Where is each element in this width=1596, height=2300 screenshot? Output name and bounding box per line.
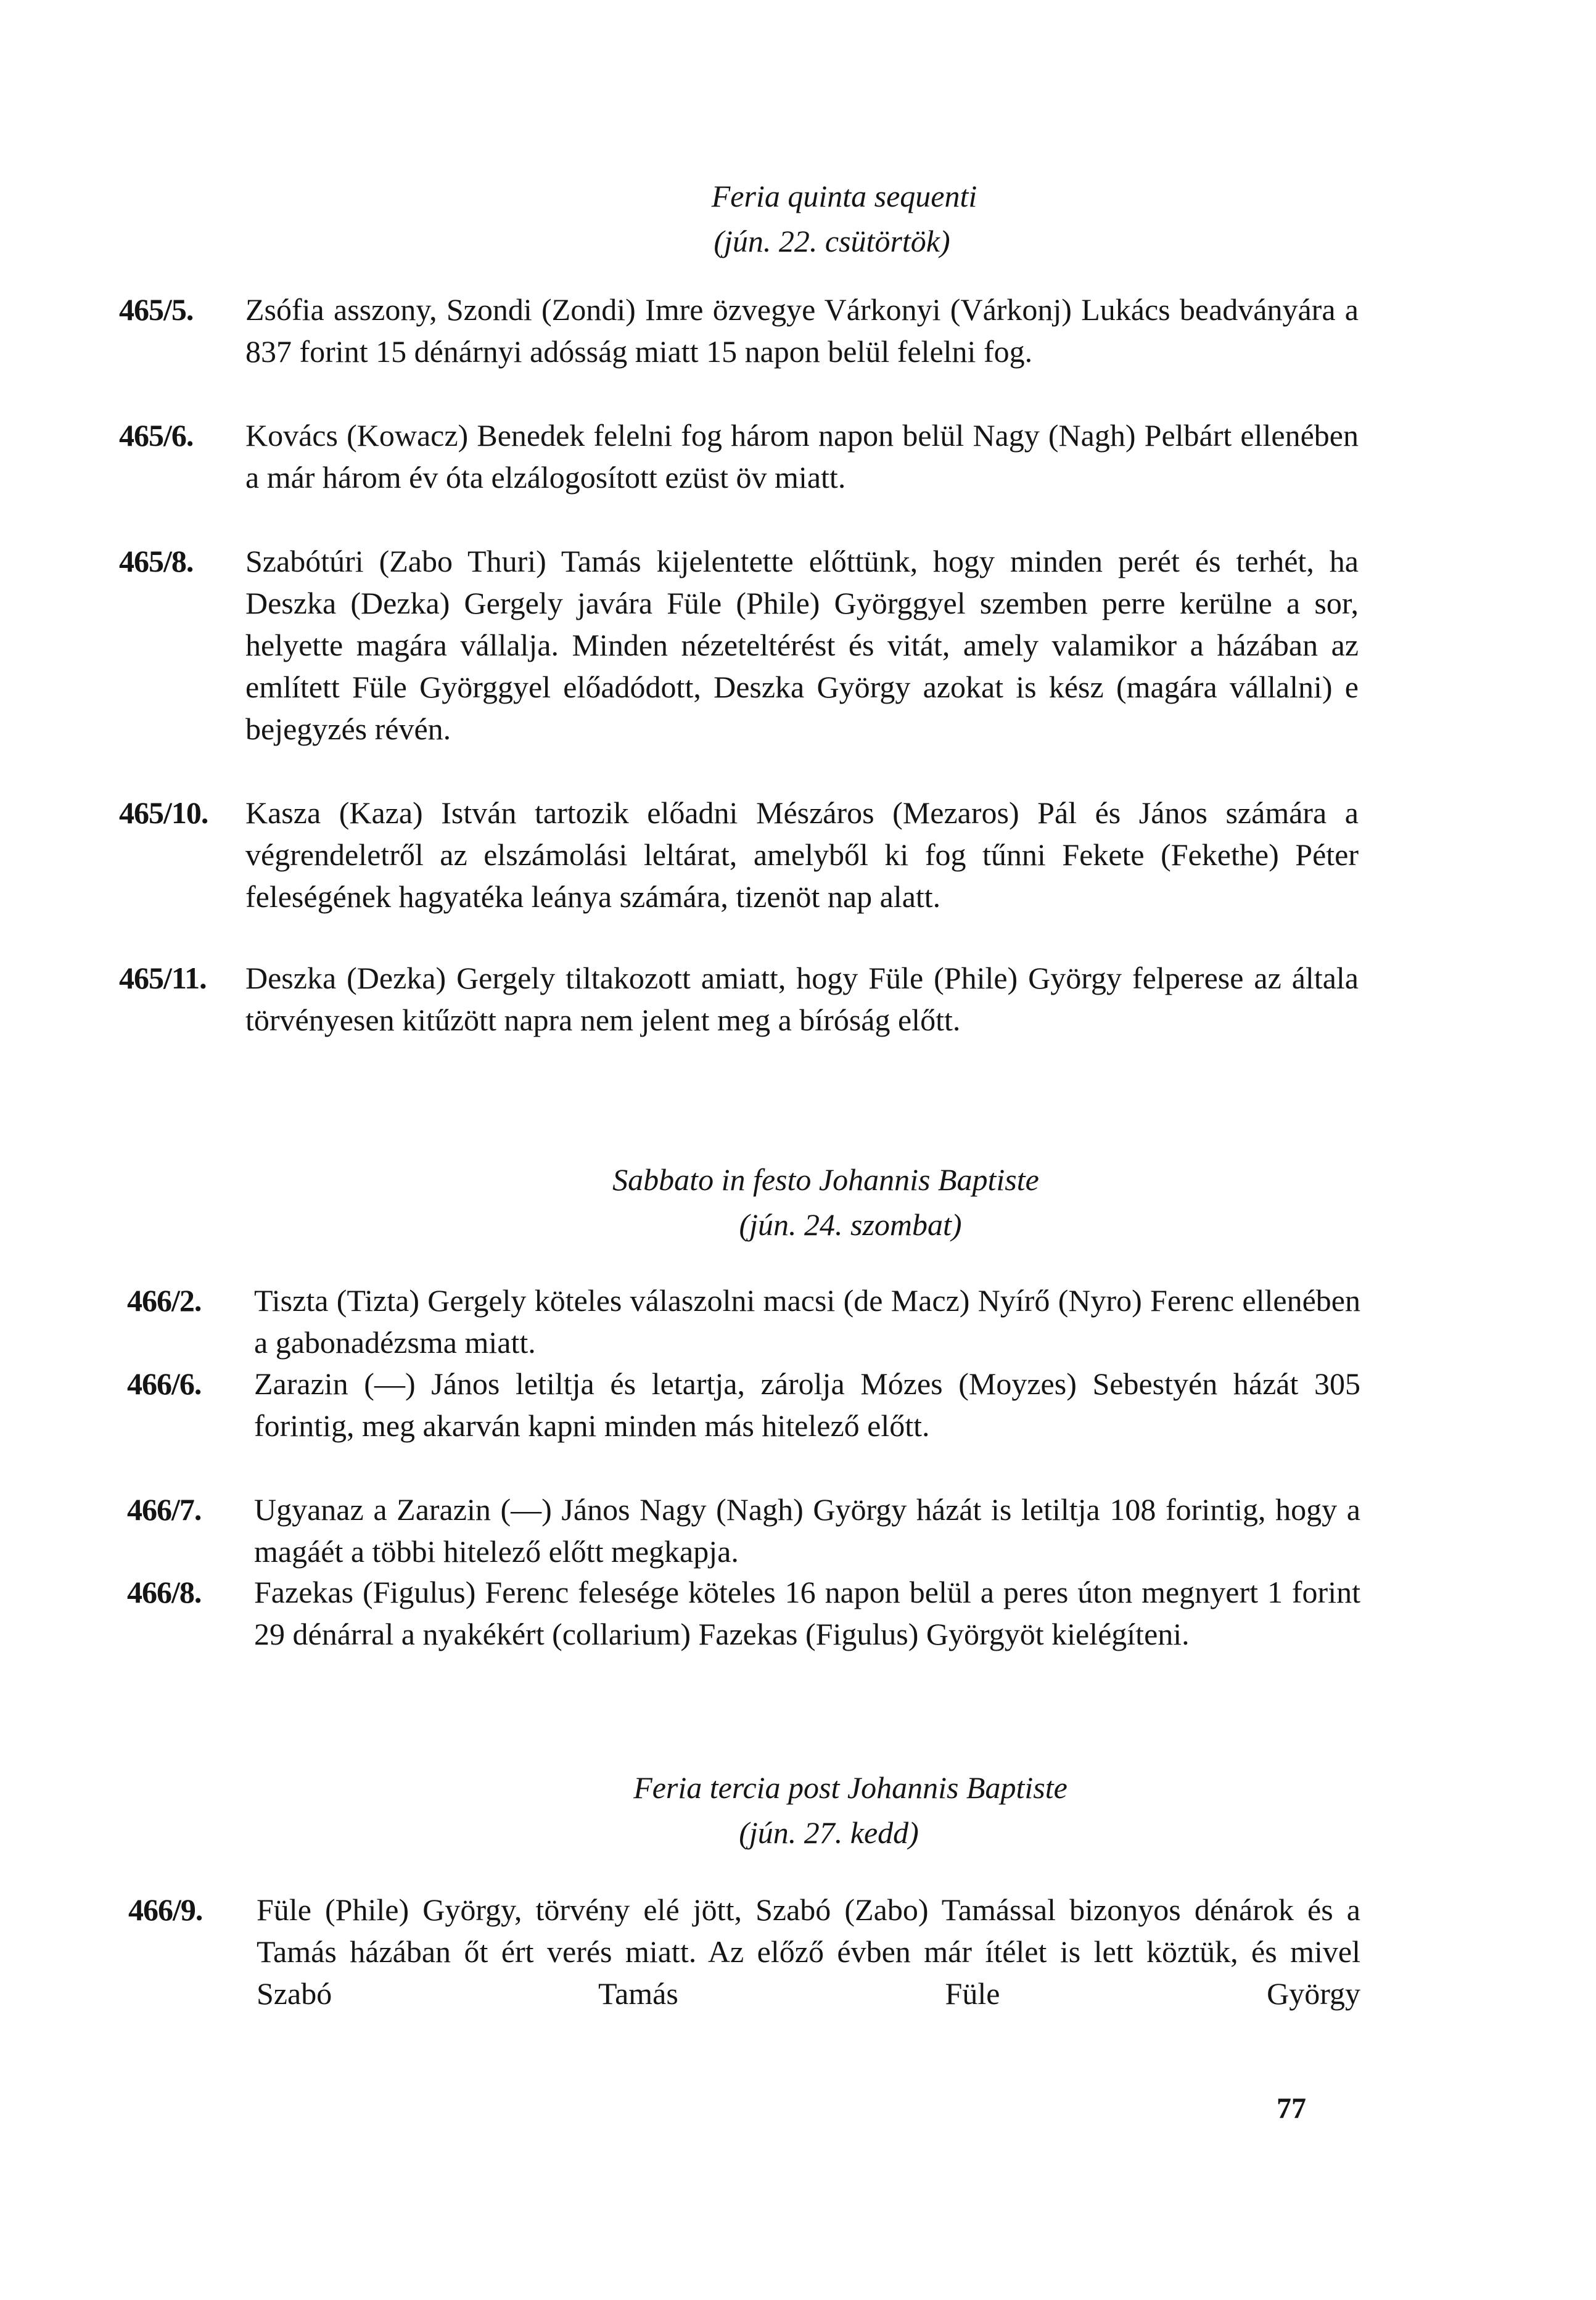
entry-text: Deszka (Dezka) Gergely tiltakozott amiatt, hogy Füle (Phile) György felperese az általa törvényesen kitűzött napra nem jelent meg a bíróság előtt. [245,961,1359,1037]
entry-number: 466/8. [127,1575,202,1609]
entry-text: Kovács (Kowacz) Benedek felelni fog három napon belül Nagy (Nagh) Pelbárt ellenében a már három év óta elzálogosított ezüst öv miatt. [245,418,1359,495]
entry-number: 465/10. [119,795,208,830]
section-heading [0,174,1596,264]
entry-number: 466/9. [128,1892,203,1927]
entry-number: 465/11. [119,961,207,995]
entry-number: 465/6. [119,418,194,453]
entry-text: Zarazin (—) János letiltja és letartja, zárolja Mózes (Moyzes) Sebestyén házát 305 forintig, meg akarván kapni minden más hitelező előtt. [254,1366,1360,1443]
entry-text: Ugyanaz a Zarazin (—) János Nagy (Nagh) György házát is letiltja 108 forintig, hogy a magáét a többi hitelező előtt megkapja. [254,1492,1360,1569]
heading-title: Feria quinta sequenti [711,179,977,213]
entry-text: Fazekas (Figulus) Ferenc felesége köteles 16 napon belül a peres úton megnyert 1 forint 29 dénárral a nyakékért (collarium) Fazekas (Figulus) Györgyöt kielégíteni. [254,1575,1360,1651]
entry-text: Szabótúri (Zabo Thuri) Tamás kijelentette előttünk, hogy minden perét és terhét, ha Deszka (Dezka) Gergely javára Füle (Phile) Györggyel szemben perre kerülne a sor, helyette magára vállalja. Minden nézeteltérést és vitát, amely valamikor a házában az említett Füle Györggyel előadódott, Deszka György azokat is kész (magára vállalni) e bejegyzés révén. [245,544,1359,746]
heading-date: (jún. 24. szombat) [739,1207,962,1242]
entry-text: Zsófia asszony, Szondi (Zondi) Imre özvegye Várkonyi (Várkonj) Lukács beadványára a 837 forint 15 dénárnyi adósság miatt 15 napon belül felelni fog. [245,292,1359,369]
heading-title: Sabbato in festo Johannis Baptiste [612,1162,1039,1197]
entry-text: Kasza (Kaza) István tartozik előadni Mészáros (Mezaros) Pál és János számára a végrendeletről az elszámolási leltárat, amelyből ki fog tűnni Fekete (Fekethe) Péter feleségének hagyatéka leánya számára, tizenöt nap alatt. [245,795,1359,914]
heading-date: (jún. 27. kedd) [739,1815,919,1850]
entry-text: Tiszta (Tizta) Gergely köteles válaszolni macsi (de Macz) Nyírő (Nyro) Ferenc ellenében a gabonadézsma miatt. [254,1283,1360,1360]
heading-date: (jún. 22. csütörtök) [714,224,950,258]
entry-text: Füle (Phile) György, törvény elé jött, Szabó (Zabo) Tamással bizonyos dénárok és a Tamás házában őt ért verés miatt. Az előző évben már ítélet is lett köztük, és mivel Szabó Tamás Füle György [257,1892,1360,2011]
entry-number: 465/8. [119,544,194,578]
entry-number: 465/5. [119,292,194,327]
section-heading [0,1157,1596,1247]
heading-title: Feria tercia post Johannis Baptiste [633,1770,1067,1805]
entry-number: 466/2. [127,1283,202,1318]
entry-number: 466/6. [127,1366,202,1401]
section-heading [0,1765,1596,1855]
page-number: 77 [1277,2092,1306,2125]
entry-number: 466/7. [127,1492,202,1527]
